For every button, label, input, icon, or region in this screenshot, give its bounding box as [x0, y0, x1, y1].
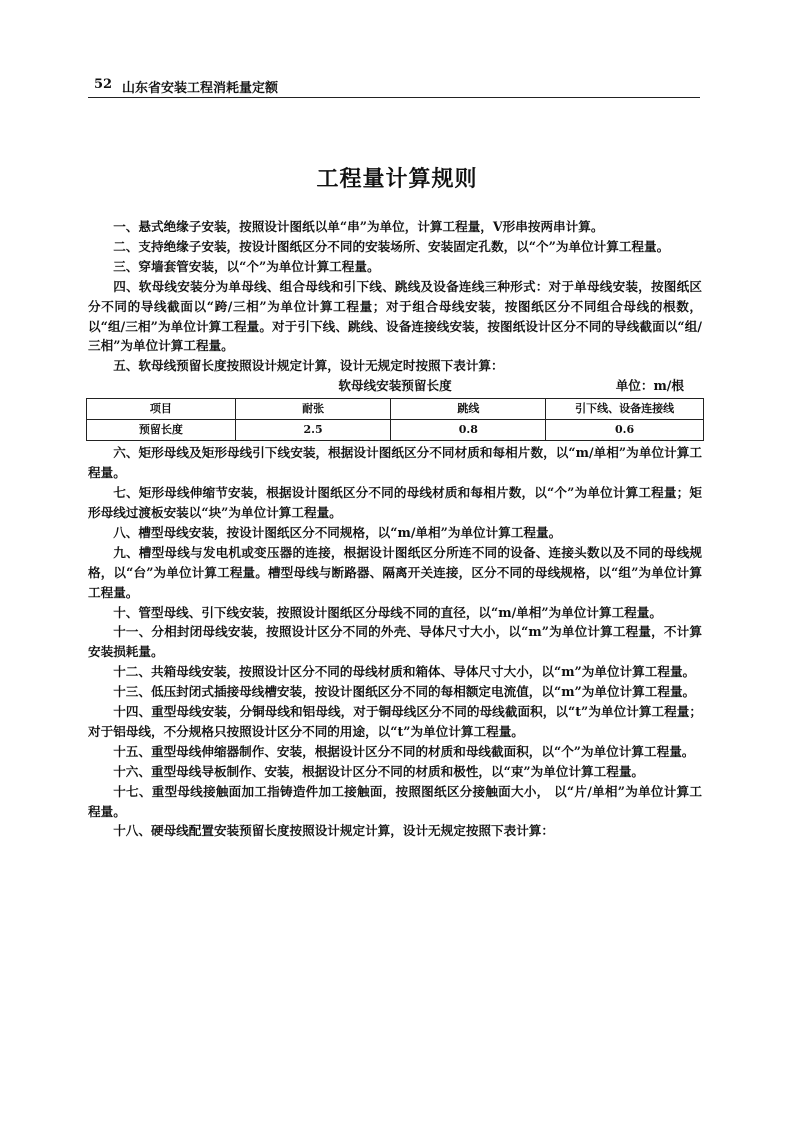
rule-paragraph: 三、穿墙套管安装，以“个”为单位计算工程量。 [113, 258, 380, 274]
rule-paragraph: 十五、重型母线伸缩器制作、安装，根据设计区分不同的材质和母线截面积，以“个”为单位计算工程量。 [113, 743, 695, 759]
rule-paragraph: 十七、重型母线接触面加工指铸造件加工接触面，按照图纸区分接触面大小， 以“片/单相”为单位计算工程量。 [88, 783, 702, 819]
table-header-cell: 耐张 [235, 399, 391, 420]
rules-body [88, 217, 702, 841]
page-header [88, 75, 700, 98]
table-header-cell: 引下线、设备连接线 [546, 399, 704, 420]
book-title: 山东省安装工程消耗量定额 [122, 81, 279, 96]
rule-paragraph: 六、矩形母线及矩形母线引下线安装，根据设计图纸区分不同材质和每相片数，以“m/单相”为单位计算工程量。 [88, 445, 702, 481]
rule-paragraph: 五、软母线预留长度按照设计规定计算，设计无规定时按照下表计算： [113, 358, 504, 374]
table-cell: 2.5 [235, 420, 391, 441]
document-title: 工程量计算规则 [316, 167, 478, 192]
table-header-cell: 跳线 [391, 399, 546, 420]
rule-paragraph: 十一、分相封闭母线安装，按照设计区分不同的外壳、导体尺寸大小，以“m”为单位计算工程量，不计算安装损耗量。 [88, 624, 702, 660]
rule-paragraph: 十、管型母线、引下线安装，按照设计图纸区分母线不同的直径，以“m/单相”为单位计算工程量。 [113, 604, 662, 620]
rule-paragraph: 四、软母线安装分为单母线、组合母线和引下线、跳线及设备连线三种形式：对于单母线安装，按图纸区分不同的导线截面以“跨/三相”为单位计算工程量；对于组合母线安装，按图纸区分不同组合母线的根数，以“组/三相”为单位计算工程量。对于引下线、跳线、设备连接线安装，按图纸设计区分不同的导线截面以“组/三相”为单位计算工程量。 [88, 278, 702, 354]
rule-paragraph: 十二、共箱母线安装，按照设计区分不同的母线材质和箱体、导体尺寸大小，以“m”为单位计算工程量。 [113, 664, 696, 680]
rule-paragraph: 二、支持绝缘子安装，按设计图纸区分不同的安装场所、安装固定孔数，以“个”为单位计算工程量。 [113, 238, 670, 254]
rule-paragraph: 九、槽型母线与发电机或变压器的连接，根据设计图纸区分所连不同的设备、连接头数以及不同的母线规格，以“台”为单位计算工程量。槽型母线与断路器、隔离开关连接，区分不同的母线规格，以“组”为单位计算工程量。 [88, 544, 702, 600]
rule-paragraph: 八、槽型母线安装，按设计图纸区分不同规格，以“m/单相”为单位计算工程量。 [113, 524, 562, 540]
rule-paragraph: 一、悬式绝缘子安装，按照设计图纸以单“串”为单位，计算工程量，V形串按两串计算。 [113, 219, 604, 234]
table-cell: 预留长度 [87, 420, 236, 441]
rule-paragraph: 七、矩形母线伸缩节安装，根据设计图纸区分不同的母线材质和每相片数，以“个”为单位计算工程量；矩形母线过渡板安装以“块”为单位计算工程量。 [88, 485, 702, 520]
table-cell: 0.6 [546, 420, 704, 441]
page-number: 52 [94, 77, 113, 92]
table-row [87, 420, 704, 441]
reserve-length-table [86, 398, 704, 441]
rule-paragraph: 十八、硬母线配置安装预留长度按照设计规定计算，设计无规定按照下表计算： [113, 823, 554, 839]
table-cell: 0.8 [391, 420, 546, 441]
table-unit: 单位：m/根 [615, 378, 684, 394]
rule-paragraph: 十四、重型母线安装，分铜母线和铝母线，对于铜母线区分不同的母线截面积，以“t”为单位计算工程量；对于铝母线，不分规格只按照设计区分不同的用途，以“t”为单位计算工程量。 [88, 704, 702, 739]
table-header-row [87, 399, 704, 420]
rule-paragraph: 十六、重型母线导板制作、安装，根据设计区分不同的材质和极性，以“束”为单位计算工程量。 [113, 763, 645, 779]
table-caption-row [88, 376, 702, 395]
table-header-cell: 项目 [87, 399, 236, 420]
rule-paragraph: 十三、低压封闭式插接母线槽安装，按设计图纸区分不同的每相额定电流值，以“m”为单位计算工程量。 [113, 684, 696, 700]
table-caption: 软母线安装预留长度 [338, 378, 452, 394]
